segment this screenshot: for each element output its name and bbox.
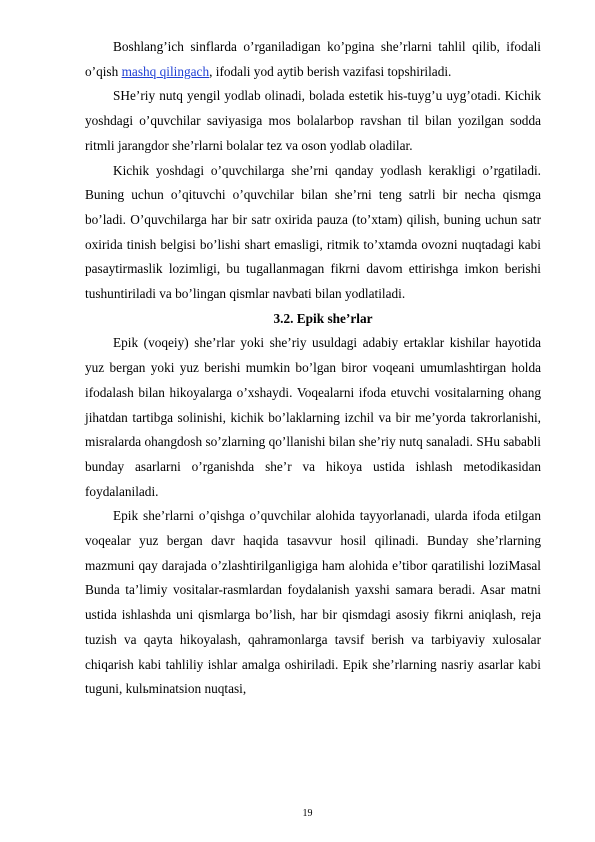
paragraph-1 [85,35,541,84]
paragraph-1-text-after-link: , ifodali yod aytib berish vazifasi topshiriladi. [209,63,452,79]
mashq-qilingach-link[interactable]: mashq qilingach [121,63,210,79]
section-heading: 3.2. Epik she’rlar [273,310,373,326]
document-page [85,35,541,702]
paragraph-1-text-before-link: Boshlang’ich sinflarda o’rganiladigan ko’pgina she’rlarni tahlil qilib, ifodali o’qish [85,39,541,79]
section-paragraph-1: Epik (voqeiy) she’rlar yoki she’riy usuldagi adabiy ertaklar kishilar hayotida yuz bergan yoki yuz berishi mumkin bo’lgan biror voqeani umumlashtirgan holda ifodalash bilan hikoyalarga o’xshaydi. Voqealarni ifoda etuvchi vositalarning ohang jihatdan tartibga solinishi, kichik bo’laklarning izchil va bir me’yorda takrorlanishi, misralarda ohangdosh so’zlarning qo’llanishi bilan she’riy nutq sanaladi. SHu sababli bunday asarlarni o’rganishda she’r va hikoya ustida ishlash metodikasidan foydalaniladi. [85,335,541,499]
page-number: 19 [302,808,313,819]
section-paragraph-2: Epik she’rlarni o’qishga o’quvchilar alohida tayyorlanadi, ularda ifoda etilgan voqealar yuz bergan davr haqida tasavvur hosil qilinadi. Bunday she’rlarning mazmuni qay darajada o’zlashtirilganligiga ham alohida e’tibor qaratilishi loziMasal Bunda ta’limiy vositalar-rasmlardan foydalanish yaxshi samara beradi. Asar matni ustida ishlashda uni qismlarga bo’lish, har bir qismdagi asosiy fikrni aniqlash, reja tuzish va qayta hikoyalash, qahramonlarga tavsif berish va tarbiyaviy xulosalar chiqarish kabi tahliliy ishlar amalga oshiriladi. Epik she’rlarning nasriy asarlar kabi tuguni, kulьminatsion nuqtasi, [85,508,541,697]
paragraph-3: Kichik yoshdagi o’quvchilarga she’rni qanday yodlash kerakligi o’rgatiladi. Buning uchun o’qituvchi o’quvchilar bilan she’rni teng satrli bir necha qismga bo’ladi. O’quvchilarga har bir satr oxirida pauza (to’xtam) qilish, buning uchun satr oxirida tinish belgisi bo’lishi shart emasligi, ritmik to’xtamda ovozni nuqtadagi kabi pasaytirmaslik lozimligi, bu tugallanmagan fikrni davom ettirishga imkon berishi tushuntiriladi va bo’lingan qismlar navbati bilan yodlatiladi. [85,162,541,302]
paragraph-2: SHe’riy nutq yengil yodlab olinadi, bolada estetik his-tuyg’u uyg’otadi. Kichik yoshdagi o’quvchilar saviyasiga mos bolalarbop ravshan til bilan yozilgan sodda ritmli jarangdor she’rlarni bolalar tez va oson yodlab oladilar. [85,88,541,153]
